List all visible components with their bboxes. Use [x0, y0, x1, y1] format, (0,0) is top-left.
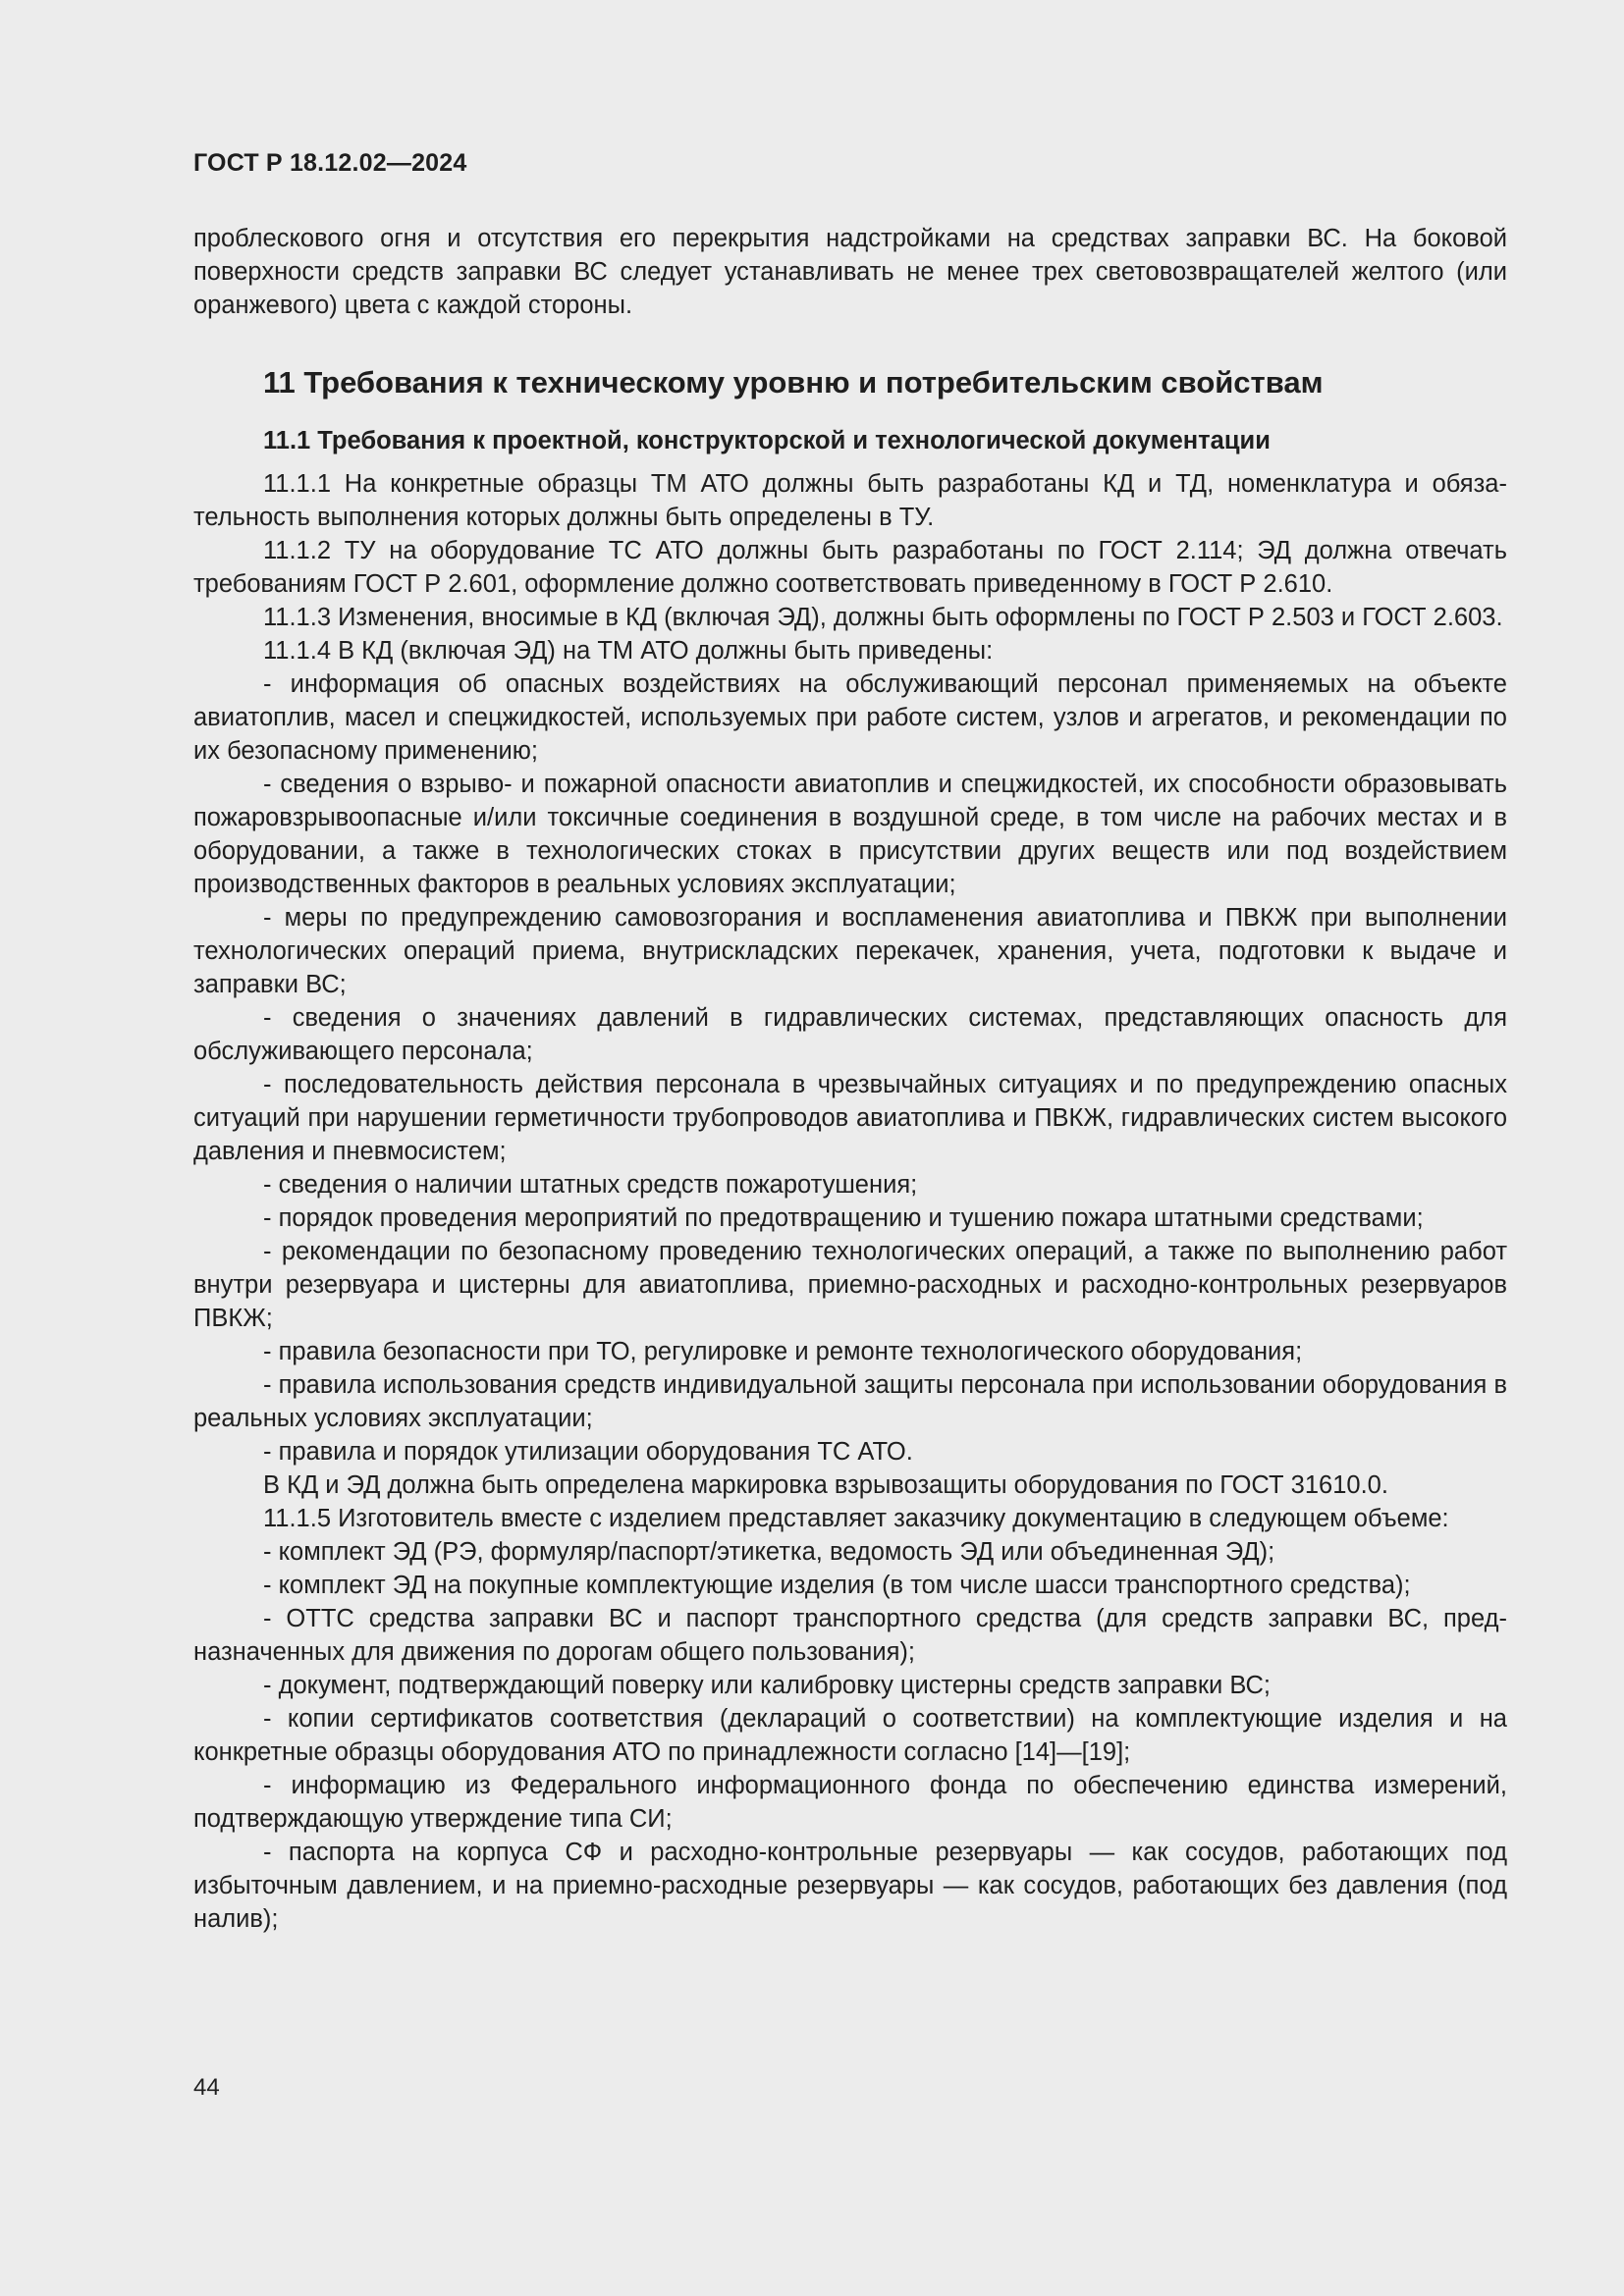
paragraph-11-1-3: 11.1.3 Изменения, вносимые в КД (включая ЭД), должны быть оформлены по ГОСТ Р 2.503 и ГОСТ 2.603. [263, 604, 1503, 631]
list-item: - информацию из Федерального информационного фонда по обеспечению единства измерений, подтверждающую утверждение типа СИ; [193, 1772, 1507, 1833]
list-item: - информация об опасных воздействиях на обслуживающий персонал применяемых на объекте авиатоплив, масел и спецжидкостей, используемых при работе систем, узлов и агрегатов, и рекомендации по их безопасному применению; [193, 670, 1507, 765]
list-item: - паспорта на корпуса СФ и расходно-контрольные резервуары — как сосудов, работающих под избыточным давлением, и на приемно-расходные резервуары — как сосудов, работающих без давления (под налив); [193, 1839, 1507, 1933]
list-item: - порядок проведения мероприятий по предотвращению и тушению пожара штатными средствами; [263, 1204, 1424, 1232]
list-item: - меры по предупреждению самовозгорания и воспламенения авиатоплива и ПВКЖ при выполнении технологических операций приема, внутрискладских перекачек, хранения, учета, подготовки к выдаче и заправки ВС; [193, 904, 1507, 998]
page-content [193, 222, 1507, 1936]
list-item: - копии сертификатов соответствия (деклараций о соответствии) на комплектующие изделия и на конкретные образцы оборудования АТО по принадлежности согласно [14]—[19]; [193, 1705, 1507, 1766]
subsection-title: 11.1 Требования к проектной, конструкторской и технологической документации [263, 427, 1271, 454]
paragraph-11-1-2: 11.1.2 ТУ на оборудование ТС АТО должны быть разработаны по ГОСТ 2.114; ЭД должна отвечать требованиям ГОСТ Р 2.601, оформление должно соответствовать приведенному в ГОСТ Р 2.610. [193, 537, 1507, 598]
list-item: - правила использования средств индивидуальной защиты персонала при использовании оборудования в реальных условиях эксплуатации; [193, 1371, 1507, 1432]
list-item: - рекомендации по безопасному проведению технологических операций, а также по выполнению работ внутри резервуара и цистерны для авиатоплива, приемно-расходных и расходно-контрольных резервуаров ПВКЖ; [193, 1238, 1507, 1332]
list-item: - правила и порядок утилизации оборудования ТС АТО. [263, 1438, 913, 1466]
list-item: - комплект ЭД на покупные комплектующие изделия (в том числе шасси транспортного средства); [263, 1572, 1411, 1599]
section-title: 11 Требования к техническому уровню и потребительским свойствам [263, 365, 1324, 400]
list-item: - сведения о взрыво- и пожарной опасности авиатоплив и спецжидкостей, их способности образовывать пожаровзрывоопасные и/или токсичные соединения в воздушной среде, в том числе на рабочих местах и в оборудовании, а также в технологических стоках в присутствии других веществ или под воздействием производственных факторов в реальных условиях эксплуатации; [193, 771, 1507, 898]
list-item: - ОТТС средства заправки ВС и паспорт транспортного средства (для средств заправки ВС, предназначенных для движения по дорогам общего пользования); [193, 1605, 1507, 1666]
list-item: - сведения о наличии штатных средств пожаротушения; [263, 1171, 918, 1199]
list-item: - сведения о значениях давлений в гидравлических системах, представляющих опасность для обслуживающего персонала; [193, 1004, 1507, 1065]
list-item: - последовательность действия персонала в чрезвычайных ситуациях и по предупреждению опасных ситуаций при нарушении герметичности трубопроводов авиатоплива и ПВКЖ, гидравлических систем высокого давления и пневмосистем; [193, 1071, 1507, 1165]
paragraph-marking: В КД и ЭД должна быть определена маркировка взрывозащиты оборудования по ГОСТ 31610.0. [263, 1471, 1388, 1499]
document-header: ГОСТ Р 18.12.02—2024 [193, 149, 467, 177]
paragraph-11-1-1: 11.1.1 На конкретные образцы ТМ АТО должны быть разработаны КД и ТД, номенклатура и обязательность выполнения которых должны быть определены в ТУ. [193, 470, 1507, 531]
page-number: 44 [193, 2074, 220, 2101]
list-item: - комплект ЭД (РЭ, формуляр/паспорт/этикетка, ведомость ЭД или объединенная ЭД); [263, 1538, 1275, 1566]
list-item: - документ, подтверждающий поверку или калибровку цистерны средств заправки ВС; [263, 1672, 1272, 1699]
paragraph-11-1-5: 11.1.5 Изготовитель вместе с изделием представляет заказчику документацию в следующем объеме: [263, 1505, 1449, 1532]
list-item: - правила безопасности при ТО, регулировке и ремонте технологического оборудования; [263, 1338, 1303, 1365]
paragraph-11-1-4: 11.1.4 В КД (включая ЭД) на ТМ АТО должны быть приведены: [263, 637, 994, 665]
intro-paragraph: проблескового огня и отсутствия его перекрытия надстройками на средствах заправки ВС. На боковой поверхности средств заправки ВС следует устанавливать не менее трех световозвращателей желтого (или оранжевого) цвета с каждой стороны. [193, 225, 1507, 319]
